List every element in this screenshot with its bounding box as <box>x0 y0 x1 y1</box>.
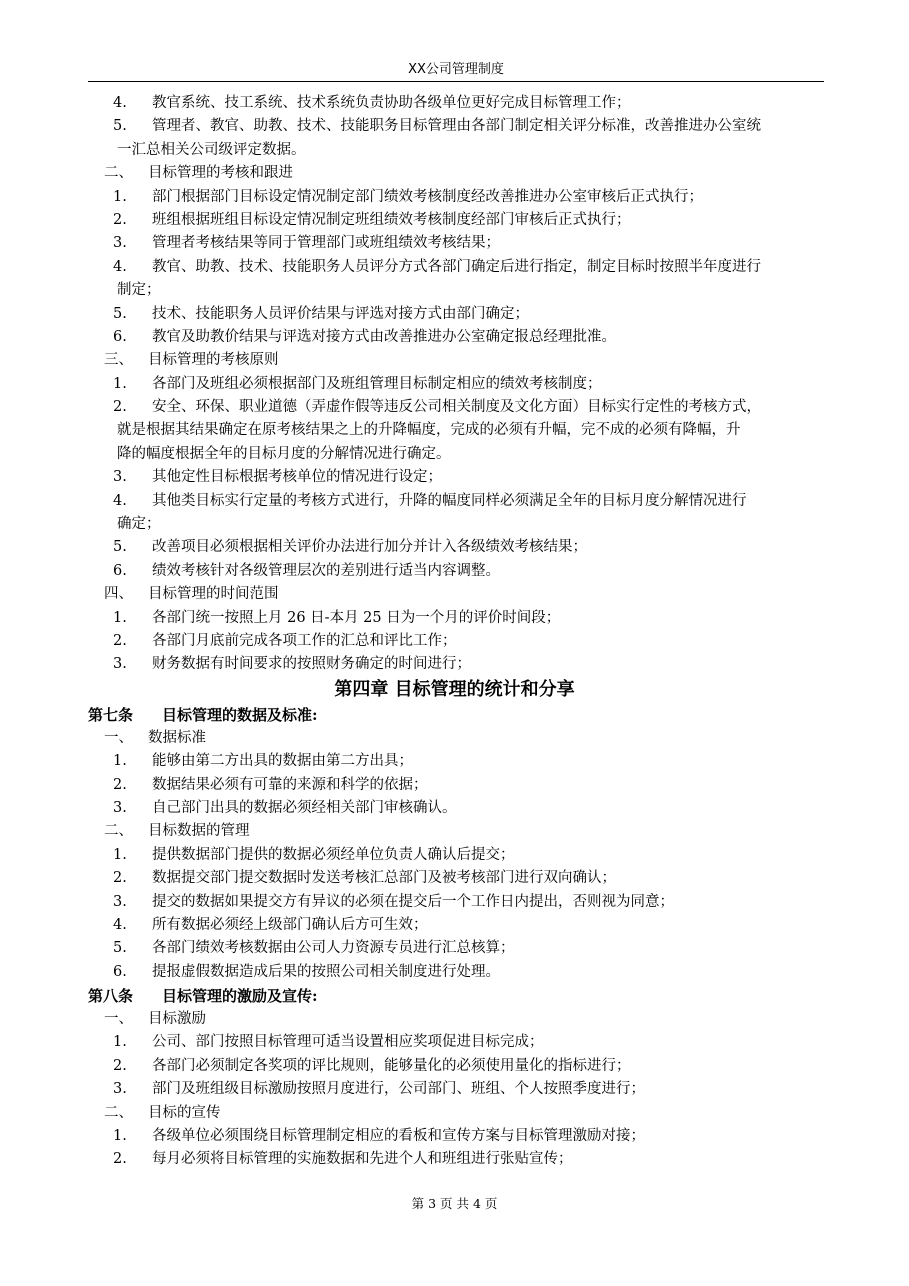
item-text: 自己部门出具的数据必须经相关部门审核确认。 <box>152 799 457 816</box>
list-item <box>0 891 909 914</box>
list-item-continuation <box>0 139 909 162</box>
item-number: 1. <box>113 753 127 770</box>
list-item <box>0 1031 909 1054</box>
list-item <box>0 232 909 255</box>
item-text: 部门及班组级目标激励按照月度进行，公司部门、班组、个人按照季度进行； <box>152 1081 645 1098</box>
section-heading <box>0 820 909 843</box>
article-number: 第七条 <box>88 705 134 724</box>
section-heading <box>0 727 909 750</box>
list-item-continuation <box>0 513 909 536</box>
list-item-continuation <box>0 443 909 466</box>
document-body <box>0 92 909 1172</box>
list-item <box>0 92 909 115</box>
item-text: 班组根据班组目标设定情况制定班组绩效考核制度经部门审核后正式执行； <box>152 211 631 228</box>
item-text-continued: 降的幅度根据全年的目标月度的分解情况进行确定。 <box>117 445 451 462</box>
item-number: 5. <box>113 305 127 322</box>
article-number: 第八条 <box>88 987 134 1006</box>
item-text: 各部门必须制定各奖项的评比规则，能够量化的必须使用量化的指标进行； <box>152 1057 631 1074</box>
list-item <box>0 867 909 890</box>
item-number: 4. <box>113 916 127 933</box>
item-text: 能够由第二方出具的数据由第二方出具； <box>152 753 413 770</box>
section-number: 一、 <box>104 1011 133 1028</box>
article-title: 目标管理的数据及标准: <box>162 705 318 724</box>
item-text: 其他定性目标根据考核单位的情况进行设定； <box>152 469 442 486</box>
section-title: 目标管理的时间范围 <box>148 586 279 603</box>
item-number: 5. <box>113 539 127 556</box>
section-number: 二、 <box>104 165 133 182</box>
item-text: 所有数据必须经上级部门确认后方可生效； <box>152 916 428 933</box>
page-header: XX公司管理制度 <box>408 62 504 77</box>
section-title: 目标管理的考核原则 <box>148 352 279 369</box>
item-text: 管理者考核结果等同于管理部门或班组绩效考核结果； <box>152 235 500 252</box>
item-text: 各部门统一按照上月 26 日-本月 25 日为一个月的评价时间段； <box>152 609 561 626</box>
list-item <box>0 209 909 232</box>
item-number: 1. <box>113 375 127 392</box>
section-heading <box>0 162 909 185</box>
item-number: 2. <box>113 632 127 649</box>
item-text: 提供数据部门提供的数据必须经单位负责人确认后提交； <box>152 846 515 863</box>
list-item <box>0 607 909 630</box>
item-text: 各级单位必须围绕目标管理制定相应的看板和宣传方案与目标管理激励对接； <box>152 1128 645 1145</box>
list-item-continuation <box>0 279 909 302</box>
item-text: 数据结果必须有可靠的来源和科学的依据； <box>152 776 428 793</box>
item-number: 1. <box>113 1034 127 1051</box>
item-text: 技术、技能职务人员评价结果与评选对接方式由部门确定； <box>152 305 529 322</box>
item-number: 6. <box>113 562 127 579</box>
item-text-continued: 就是根据其结果确定在原考核结果之上的升降幅度，完成的必须有升幅，完不成的必须有降幅，升 <box>117 422 741 439</box>
item-text: 各部门月底前完成各项工作的汇总和评比工作； <box>152 632 457 649</box>
chapter-title: 第四章 目标管理的统计和分享 <box>334 678 575 700</box>
list-item <box>0 466 909 489</box>
item-number: 2. <box>113 1151 127 1168</box>
item-number: 1. <box>113 188 127 205</box>
item-number: 3. <box>113 469 127 486</box>
item-text: 财务数据有时间要求的按照财务确定的时间进行； <box>152 656 471 673</box>
section-number: 四、 <box>104 586 133 603</box>
list-item <box>0 1078 909 1101</box>
list-item <box>0 256 909 279</box>
item-number: 5. <box>113 118 127 135</box>
item-text: 安全、环保、职业道德（弄虚作假等违反公司相关制度及文化方面）目标实行定性的考核方式， <box>152 399 761 416</box>
header-divider <box>88 81 824 82</box>
section-title: 目标的宣传 <box>148 1104 221 1121</box>
list-item <box>0 797 909 820</box>
list-item <box>0 490 909 513</box>
item-number: 1. <box>113 846 127 863</box>
list-item <box>0 774 909 797</box>
item-text: 每月必须将目标管理的实施数据和先进个人和班组进行张贴宣传； <box>152 1151 573 1168</box>
item-text-continued: 确定； <box>117 516 161 533</box>
list-item <box>0 373 909 396</box>
list-item-continuation <box>0 419 909 442</box>
list-item <box>0 1148 909 1171</box>
list-item <box>0 750 909 773</box>
item-text-continued: 一汇总相关公司级评定数据。 <box>117 141 306 158</box>
item-text: 各部门绩效考核数据由公司人力资源专员进行汇总核算； <box>152 940 515 957</box>
list-item <box>0 844 909 867</box>
list-item <box>0 115 909 138</box>
section-title: 目标激励 <box>148 1011 206 1028</box>
item-number: 4. <box>113 95 127 111</box>
article-title: 目标管理的激励及宣传: <box>162 987 318 1006</box>
item-text: 其他类目标实行定量的考核方式进行，升降的幅度同样必须满足全年的目标月度分解情况进行 <box>152 492 747 509</box>
item-number: 5. <box>113 940 127 957</box>
item-number: 3. <box>113 235 127 252</box>
list-item <box>0 1125 909 1148</box>
list-item <box>0 937 909 960</box>
item-text: 数据提交部门提交数据时发送考核汇总部门及被考核部门进行双向确认； <box>152 870 616 887</box>
list-item <box>0 653 909 676</box>
item-text: 教官、助教、技术、技能职务人员评分方式各部门确定后进行指定，制定目标时按照半年度进行 <box>152 258 761 275</box>
item-number: 4. <box>113 258 127 275</box>
item-text-continued: 制定； <box>117 282 161 299</box>
list-item <box>0 914 909 937</box>
article-heading <box>0 984 909 1008</box>
section-number: 一、 <box>104 729 133 746</box>
section-title: 目标数据的管理 <box>148 823 250 840</box>
section-heading <box>0 349 909 372</box>
list-item <box>0 536 909 559</box>
item-text: 部门根据部门目标设定情况制定部门绩效考核制度经改善推进办公室审核后正式执行； <box>152 188 703 205</box>
item-number: 1. <box>113 609 127 626</box>
section-heading <box>0 1008 909 1031</box>
list-item <box>0 630 909 653</box>
item-number: 2. <box>113 1057 127 1074</box>
list-item <box>0 303 909 326</box>
item-number: 2. <box>113 211 127 228</box>
section-number: 三、 <box>104 352 133 369</box>
item-text: 绩效考核针对各级管理层次的差别进行适当内容调整。 <box>152 562 500 579</box>
section-number: 二、 <box>104 823 133 840</box>
section-number: 二、 <box>104 1104 133 1121</box>
list-item <box>0 396 909 419</box>
list-item <box>0 961 909 984</box>
item-number: 6. <box>113 328 127 345</box>
item-number: 3. <box>113 656 127 673</box>
section-title: 数据标准 <box>148 729 206 746</box>
item-text: 提交的数据如果提交方有异议的必须在提交后一个工作日内提出，否则视为同意； <box>152 893 674 910</box>
list-item <box>0 1055 909 1078</box>
section-title: 目标管理的考核和跟进 <box>148 165 293 182</box>
item-number: 4. <box>113 492 127 509</box>
item-number: 3. <box>113 1081 127 1098</box>
page-footer: 第 3 页 共 4 页 <box>411 1196 498 1211</box>
list-item <box>0 326 909 349</box>
item-text: 教官及助教价结果与评选对接方式由改善推进办公室确定报总经理批准。 <box>152 328 616 345</box>
list-item <box>0 186 909 209</box>
item-text: 改善项目必须根据相关评价办法进行加分并计入各级绩效考核结果； <box>152 539 587 556</box>
item-number: 2. <box>113 776 127 793</box>
item-text: 公司、部门按照目标管理可适当设置相应奖项促进目标完成； <box>152 1034 544 1051</box>
section-heading <box>0 1102 909 1125</box>
article-heading <box>0 703 909 727</box>
item-number: 1. <box>113 1128 127 1145</box>
item-number: 6. <box>113 963 127 980</box>
item-number: 3. <box>113 799 127 816</box>
item-text: 提报虚假数据造成后果的按照公司相关制度进行处理。 <box>152 963 500 980</box>
item-text: 教官系统、技工系统、技术系统负责协助各级单位更好完成目标管理工作； <box>152 95 631 111</box>
item-number: 2. <box>113 870 127 887</box>
item-text: 各部门及班组必须根据部门及班组管理目标制定相应的绩效考核制度； <box>152 375 602 392</box>
section-heading <box>0 583 909 606</box>
item-number: 3. <box>113 893 127 910</box>
item-text: 管理者、教官、助教、技术、技能职务目标管理由各部门制定相关评分标准，改善推进办公室统 <box>152 118 761 135</box>
list-item <box>0 560 909 583</box>
item-number: 2. <box>113 399 127 416</box>
